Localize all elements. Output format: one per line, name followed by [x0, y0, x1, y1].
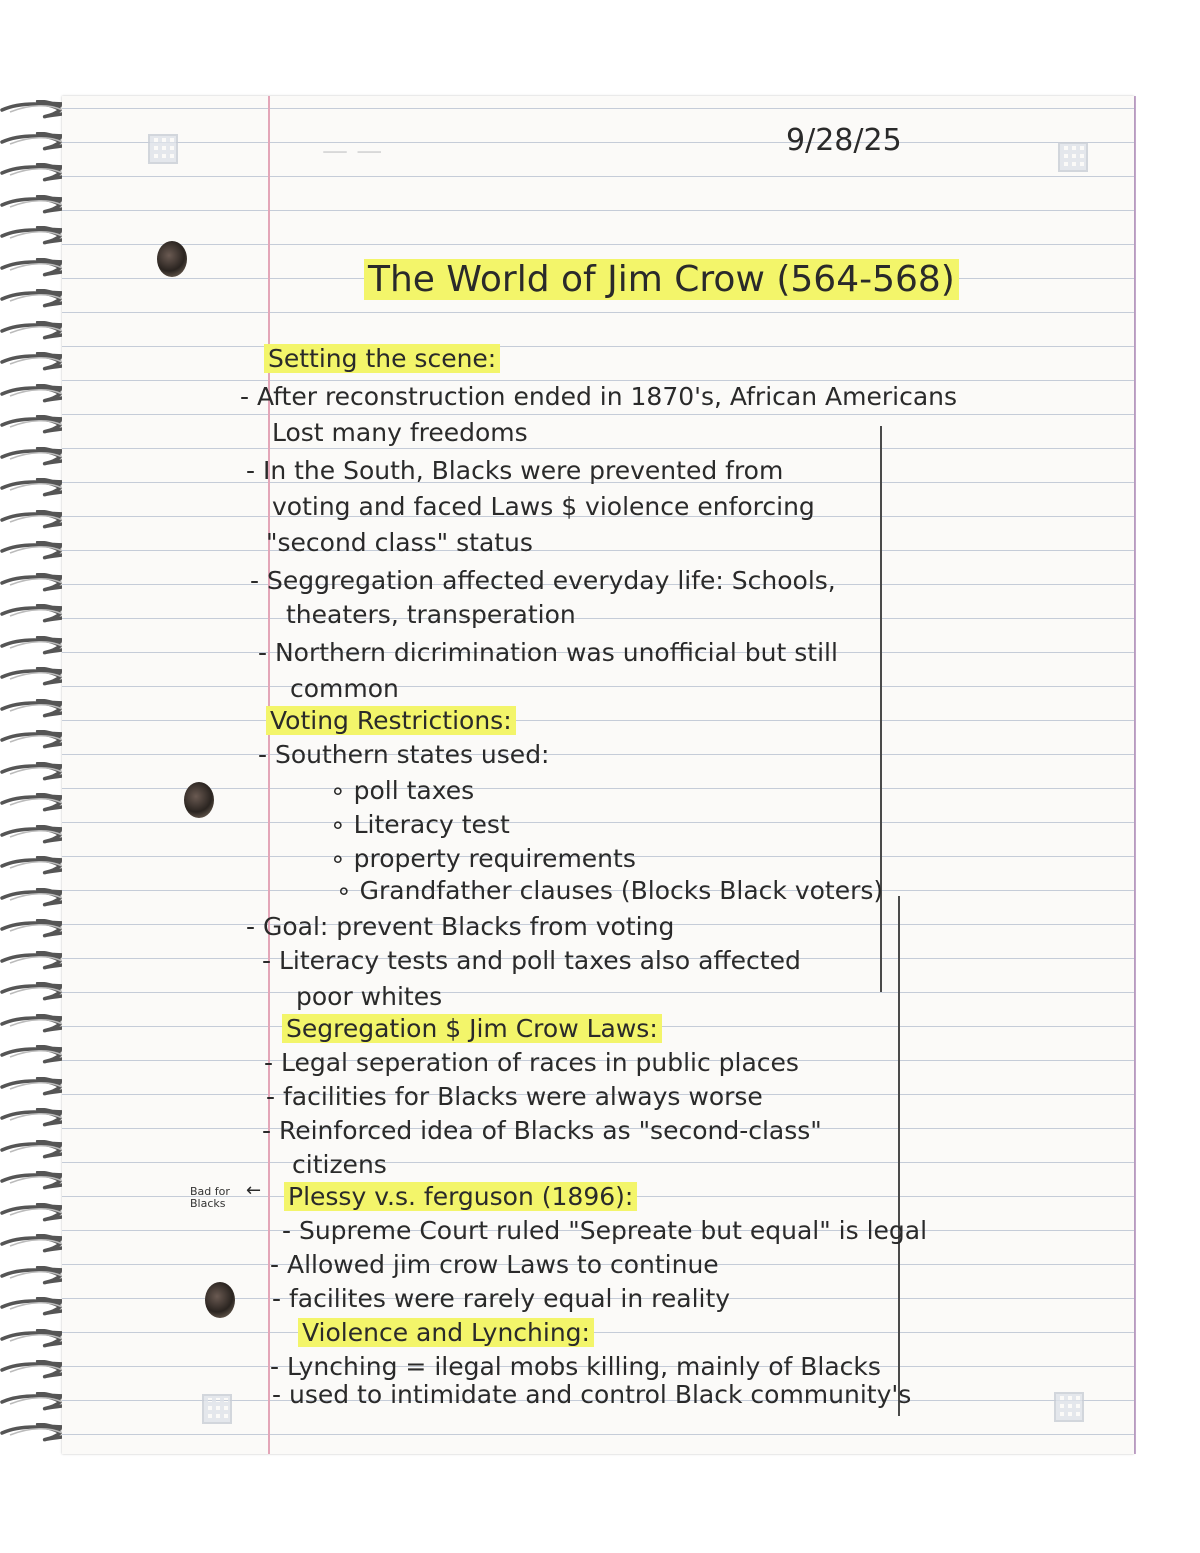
- binder-hole: [157, 241, 187, 277]
- ruled-line: [62, 822, 1134, 823]
- spiral-coil: [0, 384, 62, 404]
- ruled-line: [62, 312, 1134, 313]
- note-line: - Lynching = ilegal mobs killing, mainly of Blacks: [270, 1352, 881, 1381]
- section-heading: [264, 346, 500, 371]
- note-line: - Northern dicrimination was unofficial but still: [258, 638, 838, 667]
- ruled-line: [62, 142, 1134, 143]
- column-divider-line: [898, 896, 900, 1416]
- spiral-coil: [0, 888, 62, 908]
- side-note: Bad for Blacks: [190, 1185, 230, 1211]
- spiral-coil: [0, 636, 62, 656]
- note-line: ∘ property requirements: [330, 844, 636, 873]
- page-qr-marker: [1054, 1392, 1084, 1422]
- spiral-coil: [0, 289, 62, 309]
- heading-highlight: Setting the scene:: [264, 344, 500, 373]
- spiral-coil: [0, 1077, 62, 1097]
- ruled-line: [62, 1434, 1134, 1435]
- spiral-coil: [0, 1297, 62, 1317]
- ruled-line: [62, 108, 1134, 109]
- spiral-coil: [0, 1392, 62, 1412]
- page-qr-marker: [1058, 142, 1088, 172]
- heading-highlight: Segregation $ Jim Crow Laws:: [282, 1014, 662, 1043]
- note-line: - Literacy tests and poll taxes also affected: [262, 946, 801, 975]
- ruled-line: [62, 346, 1134, 347]
- note-line: "second class" status: [266, 528, 533, 557]
- note-line: - facilites were rarely equal in reality: [272, 1284, 731, 1313]
- note-line: Lost many freedoms: [272, 418, 528, 447]
- heading-highlight: Plessy v.s. ferguson (1896):: [284, 1182, 637, 1211]
- page-qr-marker: [202, 1394, 232, 1424]
- ruled-line: [62, 1332, 1134, 1333]
- ruled-line: [62, 550, 1134, 551]
- note-line: - After reconstruction ended in 1870's, African Americans: [240, 382, 958, 411]
- spiral-coil: [0, 1360, 62, 1380]
- spiral-coil: [0, 258, 62, 278]
- spiral-coil: [0, 604, 62, 624]
- spiral-coil: [0, 1329, 62, 1349]
- spiral-coil: [0, 1423, 62, 1443]
- note-line: voting and faced Laws $ violence enforcing: [272, 492, 815, 521]
- spiral-coil: [0, 541, 62, 561]
- section-heading: [284, 1184, 637, 1209]
- spiral-coil: [0, 793, 62, 813]
- note-line: poor whites: [296, 982, 443, 1011]
- section-heading: [298, 1320, 594, 1345]
- ruled-line: [62, 720, 1134, 721]
- note-line: - In the South, Blacks were prevented from: [246, 456, 784, 485]
- spiral-coil: [0, 667, 62, 687]
- spiral-coil: [0, 1108, 62, 1128]
- spiral-coil: [0, 730, 62, 750]
- spiral-coil: [0, 321, 62, 341]
- page-qr-marker: [148, 134, 178, 164]
- spiral-coil: [0, 1266, 62, 1286]
- date-text: 9/28/25: [786, 123, 902, 158]
- note-line: ∘ poll taxes: [330, 776, 475, 805]
- ruled-line: [62, 380, 1134, 381]
- column-divider-line: [880, 426, 882, 992]
- spiral-coil: [0, 352, 62, 372]
- spiral-coil: [0, 226, 62, 246]
- spiral-coil: [0, 1171, 62, 1191]
- spiral-coil: [0, 447, 62, 467]
- heading-highlight: Voting Restrictions:: [266, 706, 516, 735]
- spiral-coil: [0, 195, 62, 215]
- binder-hole: [205, 1282, 235, 1318]
- ruled-line: [62, 618, 1134, 619]
- bleed-through-mark: — —: [322, 136, 383, 166]
- note-line: ∘ Grandfather clauses (Blocks Black voters): [336, 876, 884, 905]
- page-title: [364, 259, 959, 300]
- spiral-coil: [0, 1045, 62, 1065]
- spiral-coil: [0, 762, 62, 782]
- note-line: - Legal seperation of races in public places: [264, 1048, 799, 1077]
- ruled-line: [62, 788, 1134, 789]
- ruled-line: [62, 992, 1134, 993]
- spiral-coil: [0, 478, 62, 498]
- note-line: - Allowed jim crow Laws to continue: [270, 1250, 719, 1279]
- binder-hole: [184, 782, 214, 818]
- ruled-line: [62, 176, 1134, 177]
- spiral-coil: [0, 699, 62, 719]
- spiral-coil: [0, 415, 62, 435]
- spiral-coil: [0, 919, 62, 939]
- note-line: - Southern states used:: [258, 740, 550, 769]
- ruled-line: [62, 414, 1134, 415]
- note-line: common: [290, 674, 399, 703]
- title-highlight: The World of Jim Crow (564-568): [364, 259, 959, 300]
- note-line: - used to intimidate and control Black community's: [272, 1380, 912, 1409]
- spiral-coil: [0, 982, 62, 1002]
- spiral-coil: [0, 510, 62, 530]
- note-line: theaters, transperation: [286, 600, 576, 629]
- note-line: ∘ Literacy test: [330, 810, 510, 839]
- note-line: - Goal: prevent Blacks from voting: [246, 912, 675, 941]
- ruled-line: [62, 686, 1134, 687]
- ruled-line: [62, 754, 1134, 755]
- ruled-line: [62, 210, 1134, 211]
- spiral-coil: [0, 856, 62, 876]
- note-line: - Supreme Court ruled "Sepreate but equal" is legal: [282, 1216, 928, 1245]
- ruled-line: [62, 448, 1134, 449]
- arrow-left-icon: ←: [246, 1180, 262, 1201]
- spiral-coil: [0, 1014, 62, 1034]
- spiral-coil: [0, 825, 62, 845]
- section-heading: [282, 1016, 662, 1041]
- spiral-coil: [0, 163, 62, 183]
- ruled-line: [62, 1162, 1134, 1163]
- section-heading: [266, 708, 516, 733]
- ruled-line: [62, 244, 1134, 245]
- note-line: citizens: [292, 1150, 387, 1179]
- spiral-coil: [0, 573, 62, 593]
- note-line: - facilities for Blacks were always worse: [266, 1082, 763, 1111]
- note-line: - Reinforced idea of Blacks as "second-class": [262, 1116, 822, 1145]
- spiral-coil: [0, 1234, 62, 1254]
- spiral-coil: [0, 100, 62, 120]
- heading-highlight: Violence and Lynching:: [298, 1318, 594, 1347]
- spiral-coil: [0, 1203, 62, 1223]
- spiral-coil: [0, 132, 62, 152]
- note-line: - Seggregation affected everyday life: Schools,: [250, 566, 836, 595]
- spiral-coil: [0, 951, 62, 971]
- spiral-coil: [0, 1140, 62, 1160]
